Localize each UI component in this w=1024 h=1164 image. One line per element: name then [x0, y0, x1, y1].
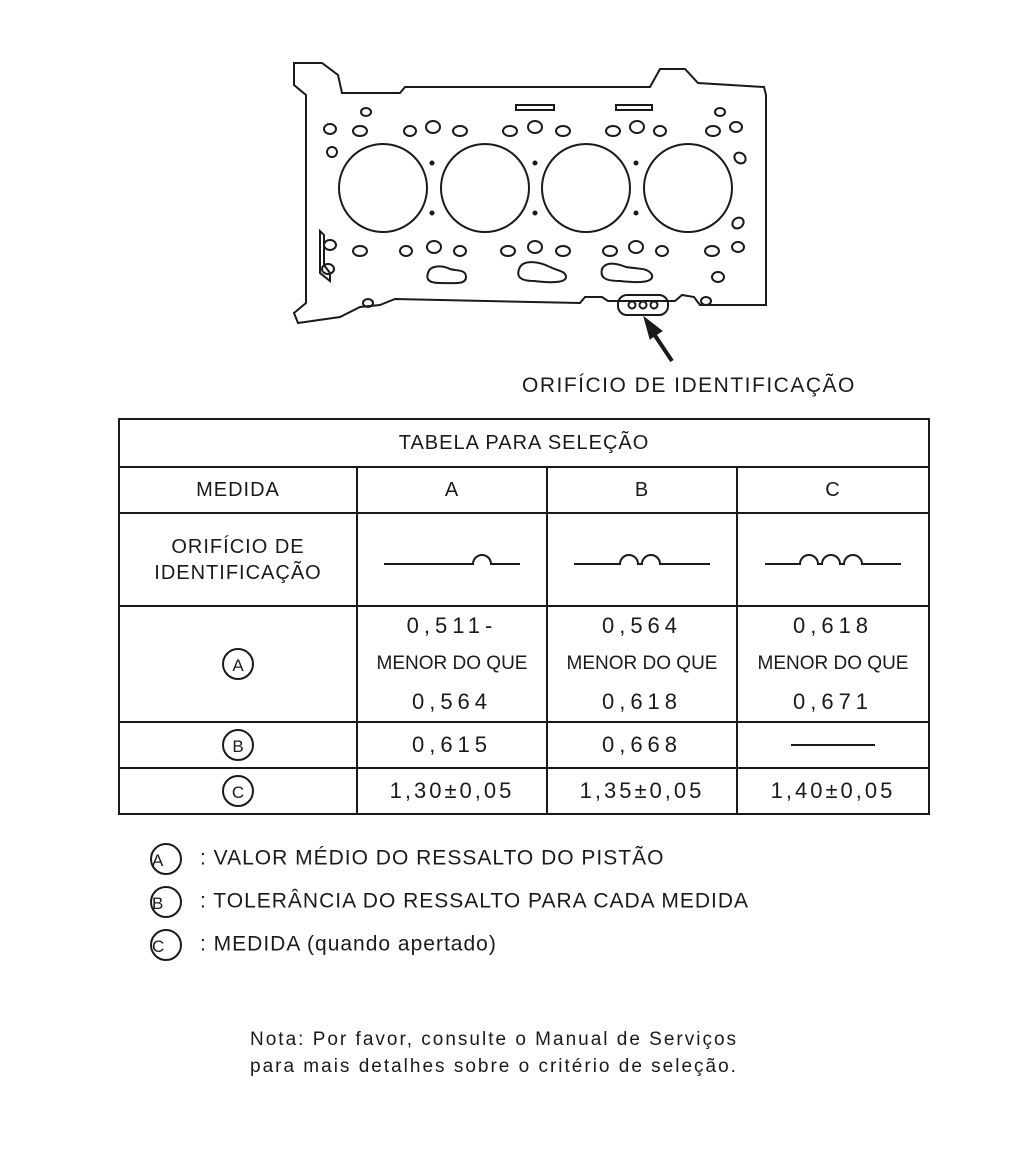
row-a-col-c	[737, 606, 929, 722]
identification-hole-frame	[618, 295, 668, 315]
cylinder-bore-3	[542, 144, 630, 232]
top-holes	[324, 105, 748, 166]
legend-item-c	[150, 929, 497, 961]
legend-a-text: : VALOR MÉDIO DO RESSALTO DO PISTÃO	[200, 846, 665, 870]
header-col-b: B	[547, 467, 737, 513]
row-a-col-c-min: 0,618	[792, 613, 874, 638]
row-a-col-a-min: 0,511-	[406, 613, 498, 638]
row-a-circle-label: A	[222, 648, 254, 680]
id-row-label-line1: ORIFÍCIO DE	[171, 535, 305, 558]
row-a-col-b	[547, 606, 737, 722]
legend-item-b	[150, 886, 749, 918]
row-a-col-a	[357, 606, 547, 722]
row-c-col-a	[357, 768, 547, 814]
cylinder-bore-4	[644, 144, 732, 232]
row-c-col-c	[737, 768, 929, 814]
header-medida: MEDIDA	[119, 467, 357, 513]
row-a-col-b-min: 0,564	[601, 613, 683, 638]
row-a-col-a-text: MENOR DO QUE	[376, 653, 528, 674]
hole-symbol-line	[574, 555, 710, 564]
id-symbol-a	[357, 513, 547, 606]
note-line-1: Nota: Por favor, consulte o Manual de Serviços	[250, 1029, 739, 1050]
id-symbol-b	[547, 513, 737, 606]
row-a-col-b-max: 0,618	[601, 689, 683, 714]
legend-item-a	[150, 843, 664, 875]
row-b-marker	[119, 722, 357, 768]
callout-arrow	[644, 317, 672, 361]
row-c-col-a-value: 1,30±0,05	[389, 778, 515, 803]
id-symbol-c	[737, 513, 929, 606]
bottom-holes	[320, 215, 746, 307]
legend-b-text: : TOLERÂNCIA DO RESSALTO PARA CADA MEDIDA	[200, 889, 750, 913]
cylinder-bore-2	[441, 144, 529, 232]
legend-c-text: : MEDIDA (quando apertado)	[200, 932, 497, 956]
header-col-c: C	[737, 467, 929, 513]
legend-c-circle: C	[150, 929, 182, 961]
hole-symbol-line	[384, 555, 520, 564]
row-a-col-b-text: MENOR DO QUE	[566, 653, 718, 674]
row-c-col-c-value: 1,40±0,05	[770, 778, 896, 803]
not-applicable-dash	[791, 744, 875, 746]
row-a-col-c-text: MENOR DO QUE	[757, 653, 909, 674]
note-line-2: para mais detalhes sobre o critério de seleção.	[250, 1056, 738, 1077]
legend-a-circle: A	[150, 843, 182, 875]
row-c-marker	[119, 768, 357, 814]
legend-b-circle: B	[150, 886, 182, 918]
row-b-col-b-value: 0,668	[601, 732, 683, 757]
row-b-circle-label: B	[222, 729, 254, 761]
id-row-label	[119, 513, 357, 606]
row-c-col-b-value: 1,35±0,05	[579, 778, 705, 803]
gasket-outline	[294, 63, 766, 323]
service-manual-note	[250, 1026, 738, 1080]
row-a-col-a-max: 0,564	[411, 689, 493, 714]
hole-symbol-line	[765, 555, 901, 564]
id-row-label-line2: IDENTIFICAÇÃO	[154, 561, 322, 584]
row-b-col-c	[737, 722, 929, 768]
table-title: TABELA PARA SELEÇÃO	[119, 419, 929, 467]
row-c-col-b	[547, 768, 737, 814]
head-gasket-diagram	[280, 55, 780, 375]
row-b-col-a	[357, 722, 547, 768]
row-c-circle-label: C	[222, 775, 254, 807]
row-b-col-a-value: 0,615	[411, 732, 493, 757]
row-a-col-c-max: 0,671	[792, 689, 874, 714]
row-b-col-b	[547, 722, 737, 768]
selection-table	[118, 418, 930, 815]
row-a-marker	[119, 606, 357, 722]
header-col-a: A	[357, 467, 547, 513]
identification-hole-caption: ORIFÍCIO DE IDENTIFICAÇÃO	[522, 374, 856, 397]
cylinder-bore-1	[339, 144, 427, 232]
